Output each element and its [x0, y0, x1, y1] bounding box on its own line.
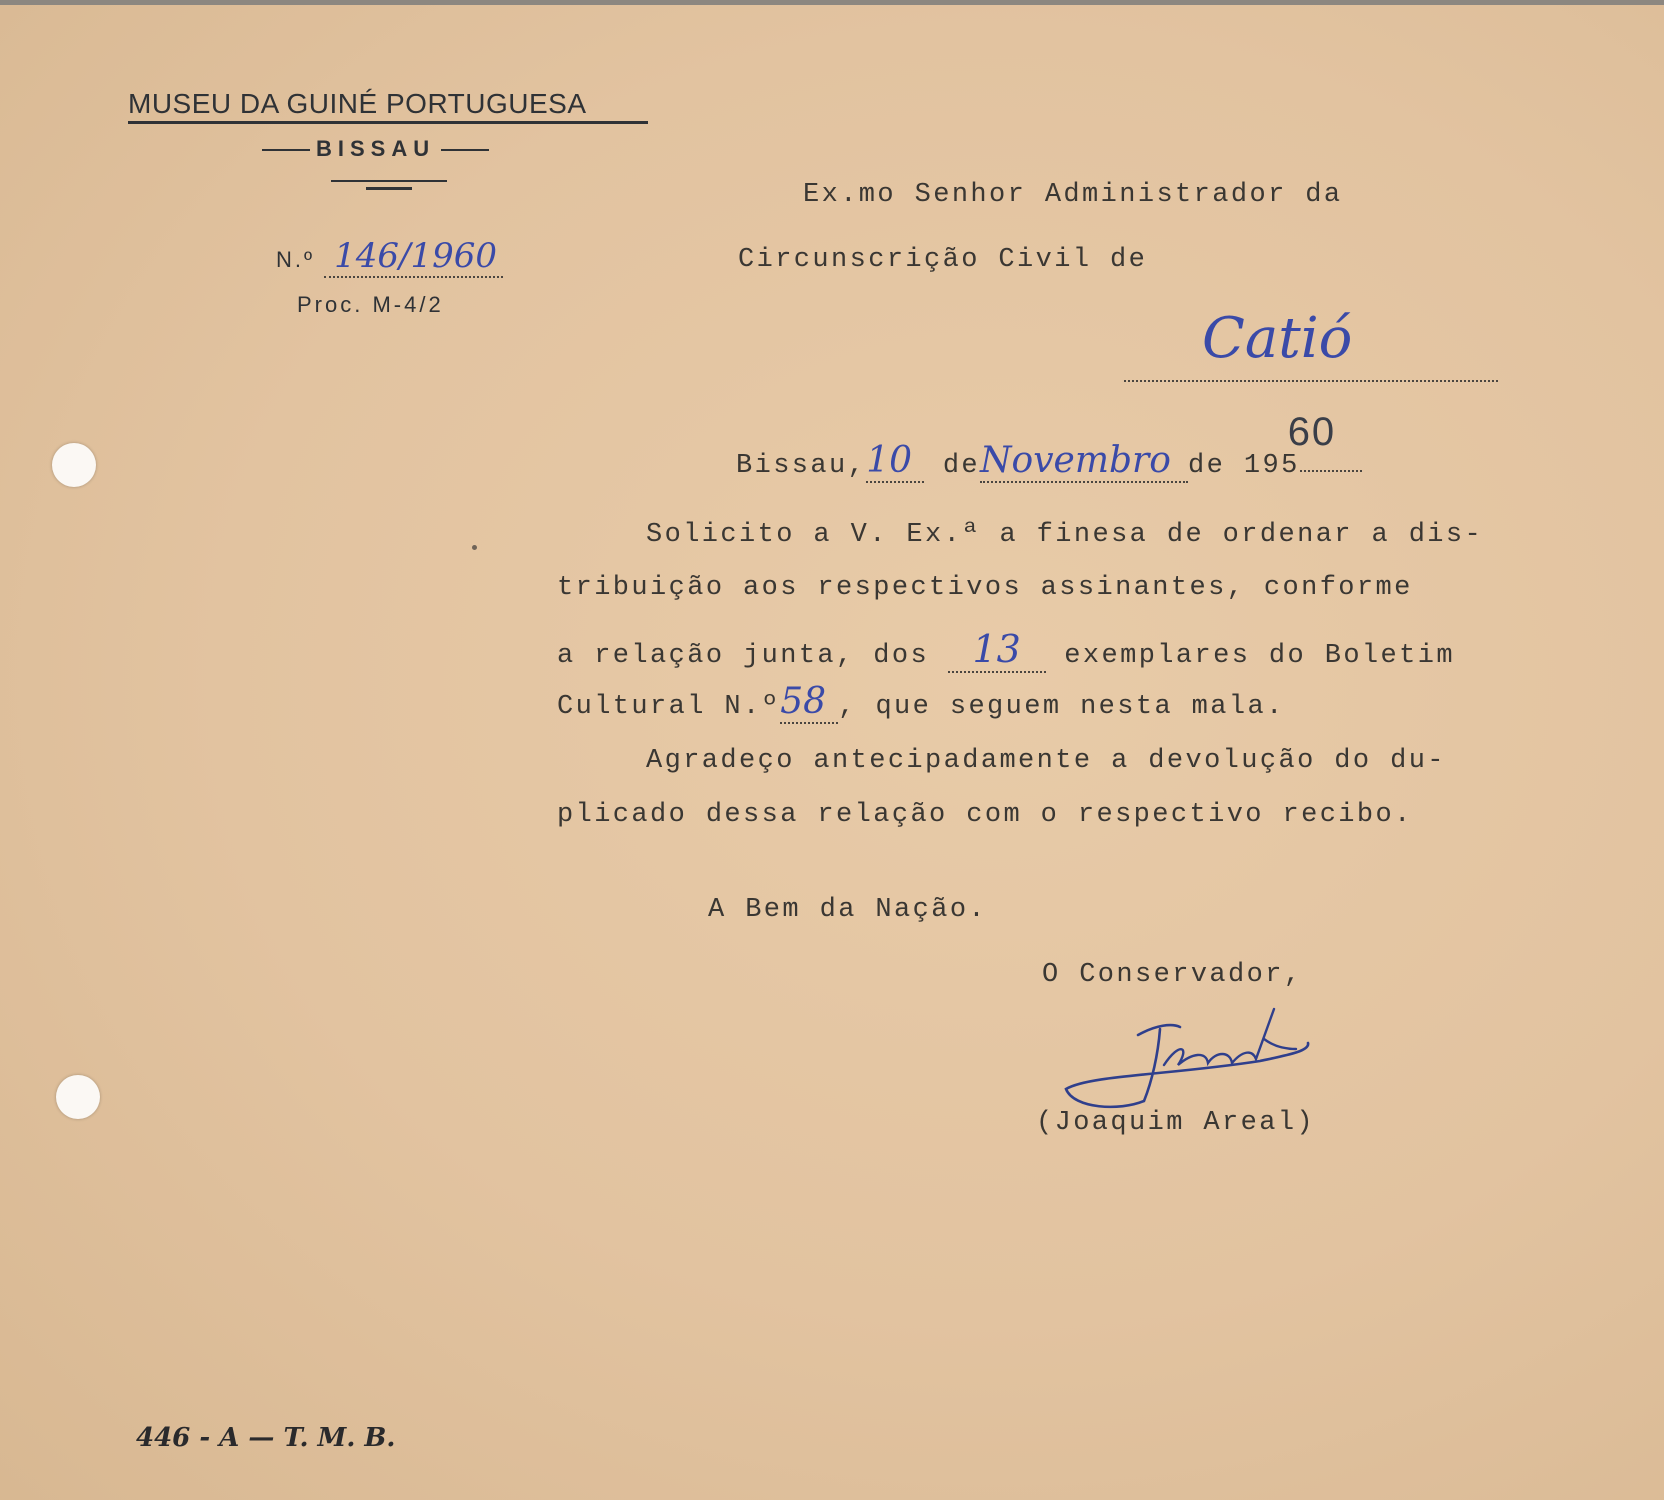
body-p1-line-2: tribuição aos respectivos assinantes, conforme — [557, 573, 1413, 603]
body-p2-line-2: plicado dessa relação com o respectivo recibo. — [557, 800, 1413, 830]
body-p1-line-3 — [557, 627, 1455, 673]
institution-name: MUSEU DA GUINÉ PORTUGUESA — [128, 88, 648, 124]
scan-top-edge — [0, 0, 1664, 5]
rule-left — [262, 149, 310, 151]
paper-speck — [472, 545, 477, 550]
copies-handwritten: 13 — [948, 627, 1046, 673]
body-p1-line-3-a: a relação junta, dos — [557, 641, 930, 671]
process-reference: Proc. M-4/2 — [297, 292, 444, 317]
date-city: Bissau, — [736, 451, 867, 481]
divider-short — [366, 187, 412, 190]
bulletin-number-handwritten: 58 — [780, 681, 838, 724]
punch-hole-top — [52, 443, 96, 487]
date-de-1: de — [942, 451, 981, 481]
handwritten-signature — [1060, 1005, 1320, 1115]
place-handwritten: Catió — [1202, 306, 1353, 371]
date-year-printed: 195 — [1243, 451, 1300, 481]
letterhead — [128, 88, 648, 162]
city-name: BISSAU — [316, 136, 436, 161]
body-p1-line-4-b: , que seguem nesta mala. — [838, 692, 1285, 722]
date-day: 10 — [866, 440, 924, 483]
date-year-handwritten: 60 — [1287, 410, 1337, 454]
reference-number — [276, 236, 503, 278]
divider-line — [331, 180, 447, 182]
printer-code: 446 - A — T. M. B. — [136, 1423, 396, 1453]
date-line — [736, 410, 1362, 483]
body-p1-line-3-b: exemplares do Boletim — [1064, 641, 1455, 671]
addressee-line-2: Circunscrição Civil de — [738, 245, 1148, 275]
signatory-title: O Conservador, — [1042, 960, 1303, 990]
number-label: N.º — [276, 247, 316, 272]
date-year-line — [1287, 410, 1362, 472]
body-p1-line-1: Solicito a V. Ex.ª a finesa de ordenar a dis- — [646, 520, 1484, 550]
salutation: A Bem da Nação. — [708, 895, 988, 925]
rule-right — [441, 149, 489, 151]
body-p1-line-4 — [557, 681, 1285, 724]
signatory-name: (Joaquim Areal) — [1036, 1108, 1316, 1138]
city-line — [256, 136, 648, 162]
body-p1-line-4-a: Cultural N.º — [557, 692, 781, 722]
number-handwritten: 146/1960 — [324, 236, 503, 278]
date-de-2: de — [1188, 451, 1226, 481]
addressee-line-1: Ex.mo Senhor Administrador da — [803, 180, 1343, 210]
body-p2-line-1: Agradeço antecipadamente a devolução do du- — [646, 746, 1446, 776]
punch-hole-bottom — [56, 1075, 100, 1119]
date-month: Novembro — [980, 440, 1188, 483]
place-line — [1124, 306, 1498, 382]
